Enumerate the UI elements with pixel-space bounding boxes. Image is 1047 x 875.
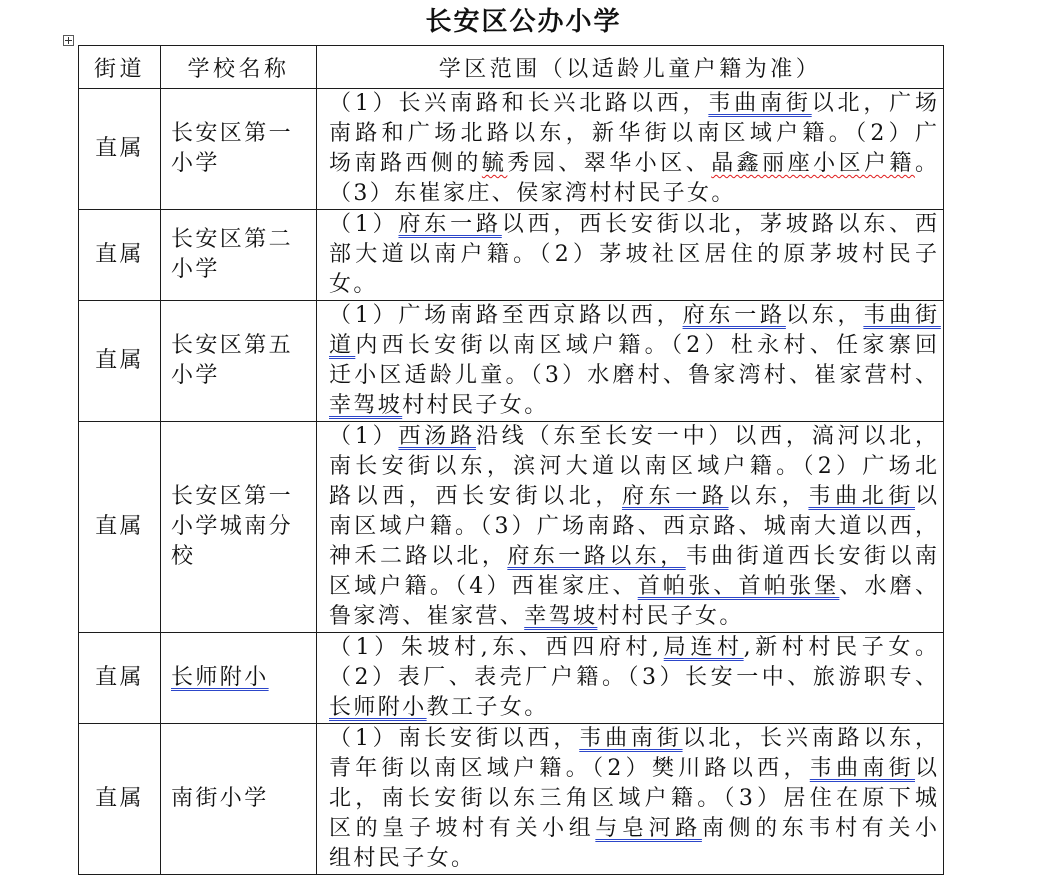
scope-text: 南区域户籍。（3）广场南路、西京路、城南大道以西， (329, 514, 941, 539)
flagged-phrase: 韦曲街 (863, 303, 941, 328)
scope-text: 以 (914, 484, 942, 509)
table-row (79, 724, 944, 875)
school-name-cell[interactable] (161, 89, 317, 210)
school-name-cell[interactable] (161, 301, 317, 422)
scope-line (329, 179, 937, 209)
flagged-phrase: 西汤路 (398, 424, 476, 449)
scope-line-text (329, 544, 940, 569)
scope-line-text (329, 484, 942, 509)
scope-text: 区域户籍。（4）西崔家庄、 (329, 574, 638, 599)
school-district-table (78, 45, 944, 875)
scope-line-text (329, 303, 941, 328)
school-name: 长安区第五小学 (171, 333, 294, 388)
school-name-cell[interactable] (161, 422, 317, 633)
table-row (79, 210, 944, 301)
scope-line-text (329, 151, 941, 176)
page-title: 长安区公办小学 (425, 7, 622, 37)
scope-line (329, 784, 942, 814)
street-cell[interactable] (79, 89, 161, 210)
scope-text: （1）南长安街以西， (329, 726, 580, 751)
scope-text: 部大道以南户籍。（2）茅坡社区居住的原茅坡村民子 (329, 242, 942, 267)
flagged-phrase: 毓 (481, 151, 508, 176)
scope-line (329, 391, 937, 421)
scope-line (329, 210, 941, 240)
flagged-phrase: 韦曲南街 (809, 756, 915, 781)
scope-line-text (329, 212, 941, 237)
scope-line (329, 693, 937, 723)
scope-line-text (329, 756, 941, 781)
scope-line-text (329, 242, 941, 267)
school-name: 长安区第一小学城南分校 (171, 484, 294, 569)
street-cell[interactable] (79, 724, 161, 875)
school-name: 长安区第一小学 (171, 121, 294, 176)
scope-line-text (329, 454, 941, 479)
scope-text: 以东， (728, 484, 809, 509)
street-cell[interactable] (79, 633, 161, 724)
scope-text: （1）广场南路至西京路以西， (329, 303, 683, 328)
district-scope-cell[interactable] (317, 633, 944, 724)
street-label: 直属 (95, 786, 144, 811)
school-name-cell[interactable] (161, 633, 317, 724)
scope-text: 秀园、翠华小区、 (507, 151, 712, 176)
flagged-phrase: 幸驾坡 (329, 393, 403, 418)
scope-text: 北，南长安街以东三角区域户籍。（3）居住在原下城 (329, 786, 942, 811)
scope-line-text (329, 604, 744, 629)
scope-text: 迁小区适龄儿童。（3）水磨村、鲁家湾村、崔家营村、 (329, 363, 941, 388)
scope-line-text (329, 333, 941, 358)
scope-text: 路以西，西长安街以北， (329, 484, 622, 509)
table-row (79, 301, 944, 422)
flagged-phrase: 韦曲南街 (579, 726, 683, 751)
scope-text: 以西，西长安街以北，茅坡路以东、西 (501, 212, 941, 237)
flagged-phrase: 府东一路 (621, 484, 729, 509)
scope-text: 女。 (329, 272, 378, 297)
scope-text: ,新村村民子女。 (743, 635, 942, 660)
scope-text: 场南路西侧的 (329, 151, 482, 176)
district-scope-cell[interactable] (317, 724, 944, 875)
scope-text: 内西长安街以南区域户籍。（2）杜永村、任家寨回 (355, 333, 942, 358)
flagged-phrase: 与皂河路 (595, 816, 702, 841)
street-label: 直属 (95, 348, 144, 373)
flagged-phrase: 长师附小 (329, 695, 427, 720)
scope-text: 村村民子女。 (402, 393, 549, 418)
school-name-cell[interactable] (161, 210, 317, 301)
scope-text: （1）朱坡村,东、西四府村, (329, 635, 664, 660)
scope-line (329, 724, 941, 754)
district-scope-cell[interactable] (317, 422, 944, 633)
flagged-phrase: 幸驾坡 (524, 604, 598, 629)
scope-line-text (329, 363, 940, 388)
flagged-phrase: 首帕张、首帕张堡 (637, 574, 840, 599)
scope-line (329, 301, 941, 331)
scope-text: 鲁家湾、崔家营、 (329, 604, 525, 629)
street-label: 直属 (95, 136, 144, 161)
street-cell[interactable] (79, 301, 161, 422)
scope-line-text (329, 816, 942, 841)
table-body (79, 89, 944, 875)
header-street[interactable]: 街道 (79, 46, 161, 89)
scope-text: 南侧的东韦村有关小 (701, 816, 942, 841)
flagged-phrase: 局连村 (663, 635, 744, 660)
table-row (79, 633, 944, 724)
scope-line-text (329, 393, 549, 418)
table-row (79, 422, 944, 633)
scope-line-text (329, 121, 941, 146)
scope-line (329, 754, 942, 784)
scope-text: 南长安街以东，滨河大道以南区域户籍。（2）广场北 (329, 454, 942, 479)
school-name-cell[interactable] (161, 724, 317, 875)
scope-line-text (329, 514, 940, 539)
flagged-phrase: 府东一路 (398, 212, 502, 237)
table-move-handle-icon[interactable] (63, 35, 74, 46)
school-name: 南街小学 (171, 786, 269, 811)
scope-text: （1）长兴南路和长兴北路以西， (329, 91, 709, 116)
flagged-phrase: 府东一路以东， (507, 544, 686, 569)
scope-text: 组村民子女。 (329, 846, 476, 871)
scope-line-text (329, 574, 940, 599)
scope-line (329, 270, 937, 300)
header-district-scope[interactable]: 学区范围（以适龄儿童户籍为准） (317, 46, 944, 89)
scope-line (329, 663, 941, 693)
flagged-phrase: 韦曲南街 (708, 91, 812, 116)
scope-text: 南路和广场北路以东，新华街以南区域户籍。（2）广 (329, 121, 942, 146)
scope-line-text (329, 665, 941, 690)
scope-text: 沿线（东至长安一中）以西，滈河以北， (475, 424, 941, 449)
scope-line (329, 240, 942, 270)
scope-line-text (329, 786, 941, 811)
school-name: 长安区第二小学 (171, 227, 294, 282)
scope-text: （3）东崔家庄、侯家湾村村民子女。 (329, 181, 736, 206)
scope-text: （1） (329, 424, 399, 449)
scope-line (329, 512, 941, 542)
scope-text: 神禾二路以北， (329, 544, 508, 569)
scope-line-text (329, 695, 549, 720)
street-cell[interactable] (79, 210, 161, 301)
scope-text: 以北，长兴南路以东， (682, 726, 941, 751)
scope-line (329, 89, 941, 119)
scope-line-text (329, 635, 942, 660)
scope-line (329, 542, 941, 572)
district-scope-cell[interactable] (317, 301, 944, 422)
flagged-phrase: 韦曲北街 (808, 484, 915, 509)
scope-line-text (329, 726, 941, 751)
scope-text: （2）表厂、表壳厂户籍。（3）长安一中、旅游职专、 (329, 665, 941, 690)
district-scope-cell[interactable] (317, 89, 944, 210)
header-school-name[interactable]: 学校名称 (161, 46, 317, 89)
scope-text: 村村民子女。 (597, 604, 744, 629)
street-label: 直属 (95, 242, 144, 267)
scope-line (329, 361, 941, 391)
scope-line (329, 633, 942, 663)
scope-line-text (329, 846, 475, 871)
scope-text: 、水磨、 (839, 574, 941, 599)
scope-text: （1） (329, 212, 399, 237)
scope-text: 以北，广场 (811, 91, 941, 116)
scope-line (329, 149, 941, 179)
school-name: 长师附小 (171, 665, 269, 690)
table-row (79, 89, 944, 210)
scope-text: 以 (914, 756, 942, 781)
table-header-row (79, 46, 944, 89)
scope-line (329, 452, 942, 482)
scope-text: 韦曲街道西长安街以南 (685, 544, 941, 569)
scope-line (329, 331, 942, 361)
street-label: 直属 (95, 665, 144, 690)
scope-line (329, 482, 942, 512)
scope-line (329, 602, 937, 632)
flagged-phrase: 晶鑫丽座小区户籍 (711, 151, 916, 176)
scope-line (329, 814, 942, 844)
street-cell[interactable] (79, 422, 161, 633)
scope-line-text (329, 424, 941, 449)
scope-line-text (329, 272, 378, 297)
district-scope-cell[interactable] (317, 210, 944, 301)
street-label: 直属 (95, 514, 144, 539)
scope-text: 。 (915, 151, 941, 176)
scope-line (329, 119, 942, 149)
scope-text: 区的皇子坡村有关小组 (329, 816, 596, 841)
flagged-phrase: 府东一路 (682, 303, 786, 328)
scope-line (329, 422, 941, 452)
scope-line (329, 572, 941, 602)
scope-text: 青年街以南区域户籍。（2）樊川路以西， (329, 756, 810, 781)
scope-text: 以东， (785, 303, 864, 328)
scope-line-text (329, 91, 941, 116)
scope-line-text (329, 181, 736, 206)
scope-text: 教工子女。 (426, 695, 549, 720)
flagged-phrase: 道 (329, 333, 356, 358)
